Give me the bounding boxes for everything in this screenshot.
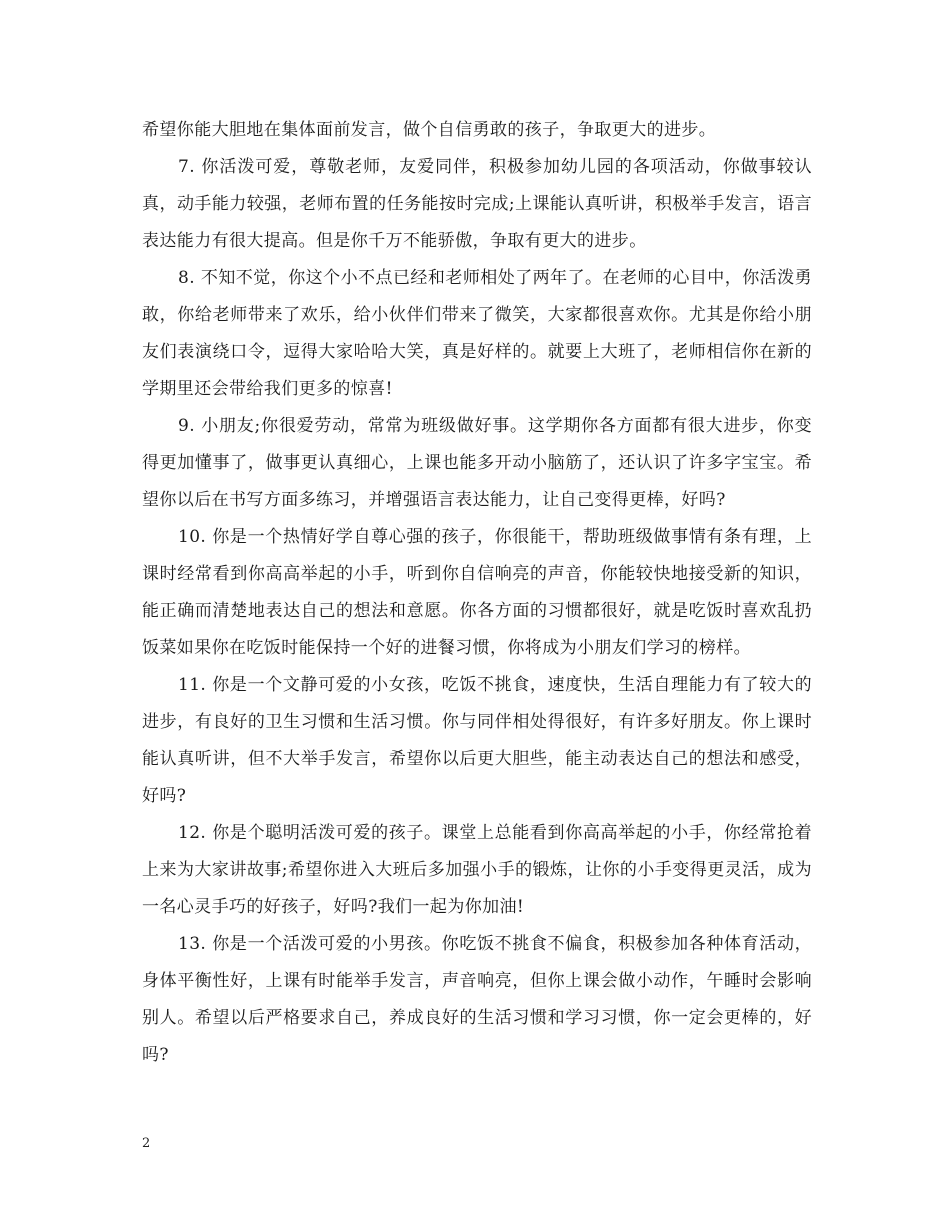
page-number: 2 bbox=[142, 1136, 151, 1151]
paragraph-continuation: 希望你能大胆地在集体面前发言，做个自信勇敢的孩子，争取更大的进步。 bbox=[142, 120, 717, 140]
paragraph-item-10: 10. 你是一个热情好学自尊心强的孩子，你很能干，帮助班级做事情有条有理，上课时经常看到你高高举起的小手，听到你自信响亮的声音，你能较快地接受新的知识，能正确而清楚地表达自己的想法和意愿。你各方面的习惯都很好，就是吃饭时喜欢乱扔饭菜如果你在吃饭时能保持一个好的进餐习惯，你将成为小朋友们学习的榜样。 bbox=[142, 527, 812, 658]
paragraph-item-9: 9. 小朋友;你很爱劳动，常常为班级做好事。这学期你各方面都有很大进步，你变得更加懂事了，做事更认真细心，上课也能多开动小脑筋了，还认识了许多字宝宝。希望你以后在书写方面多练习，并增强语言表达能力，让自己变得更棒，好吗? bbox=[142, 416, 812, 510]
paragraph-item-13: 13. 你是一个活泼可爱的小男孩。你吃饭不挑食不偏食，积极参加各种体育活动，身体平衡性好，上课有时能举手发言，声音响亮，但你上课会做小动作，午睡时会影响别人。希望以后严格要求自己，养成良好的生活习惯和学习习惯，你一定会更棒的，好吗? bbox=[142, 934, 812, 1065]
paragraph-item-7: 7. 你活泼可爱，尊敬老师，友爱同伴，积极参加幼儿园的各项活动，你做事较认真，动手能力较强，老师布置的任务能按时完成;上课能认真听讲，积极举手发言，语言表达能力有很大提高。但是你千万不能骄傲，争取有更大的进步。 bbox=[142, 157, 812, 251]
paragraph-item-12: 12. 你是个聪明活泼可爱的孩子。课堂上总能看到你高高举起的小手，你经常抢着上来为大家讲故事;希望你进入大班后多加强小手的锻炼，让你的小手变得更灵活，成为一名心灵手巧的好孩子，好吗?我们一起为你加油! bbox=[142, 823, 812, 917]
document-body bbox=[142, 112, 812, 1074]
paragraph-item-8: 8. 不知不觉，你这个小不点已经和老师相处了两年了。在老师的心目中，你活泼勇敢，你给老师带来了欢乐，给小伙伴们带来了微笑，大家都很喜欢你。尤其是你给小朋友们表演绕口令，逗得大家哈哈大笑，真是好样的。就要上大班了，老师相信你在新的学期里还会带给我们更多的惊喜! bbox=[142, 268, 812, 399]
paragraph-item-11: 11. 你是一个文静可爱的小女孩，吃饭不挑食，速度快，生活自理能力有了较大的进步，有良好的卫生习惯和生活习惯。你与同伴相处得很好，有许多好朋友。你上课时能认真听讲，但不大举手发言，希望你以后更大胆些，能主动表达自己的想法和感受，好吗? bbox=[142, 675, 812, 806]
